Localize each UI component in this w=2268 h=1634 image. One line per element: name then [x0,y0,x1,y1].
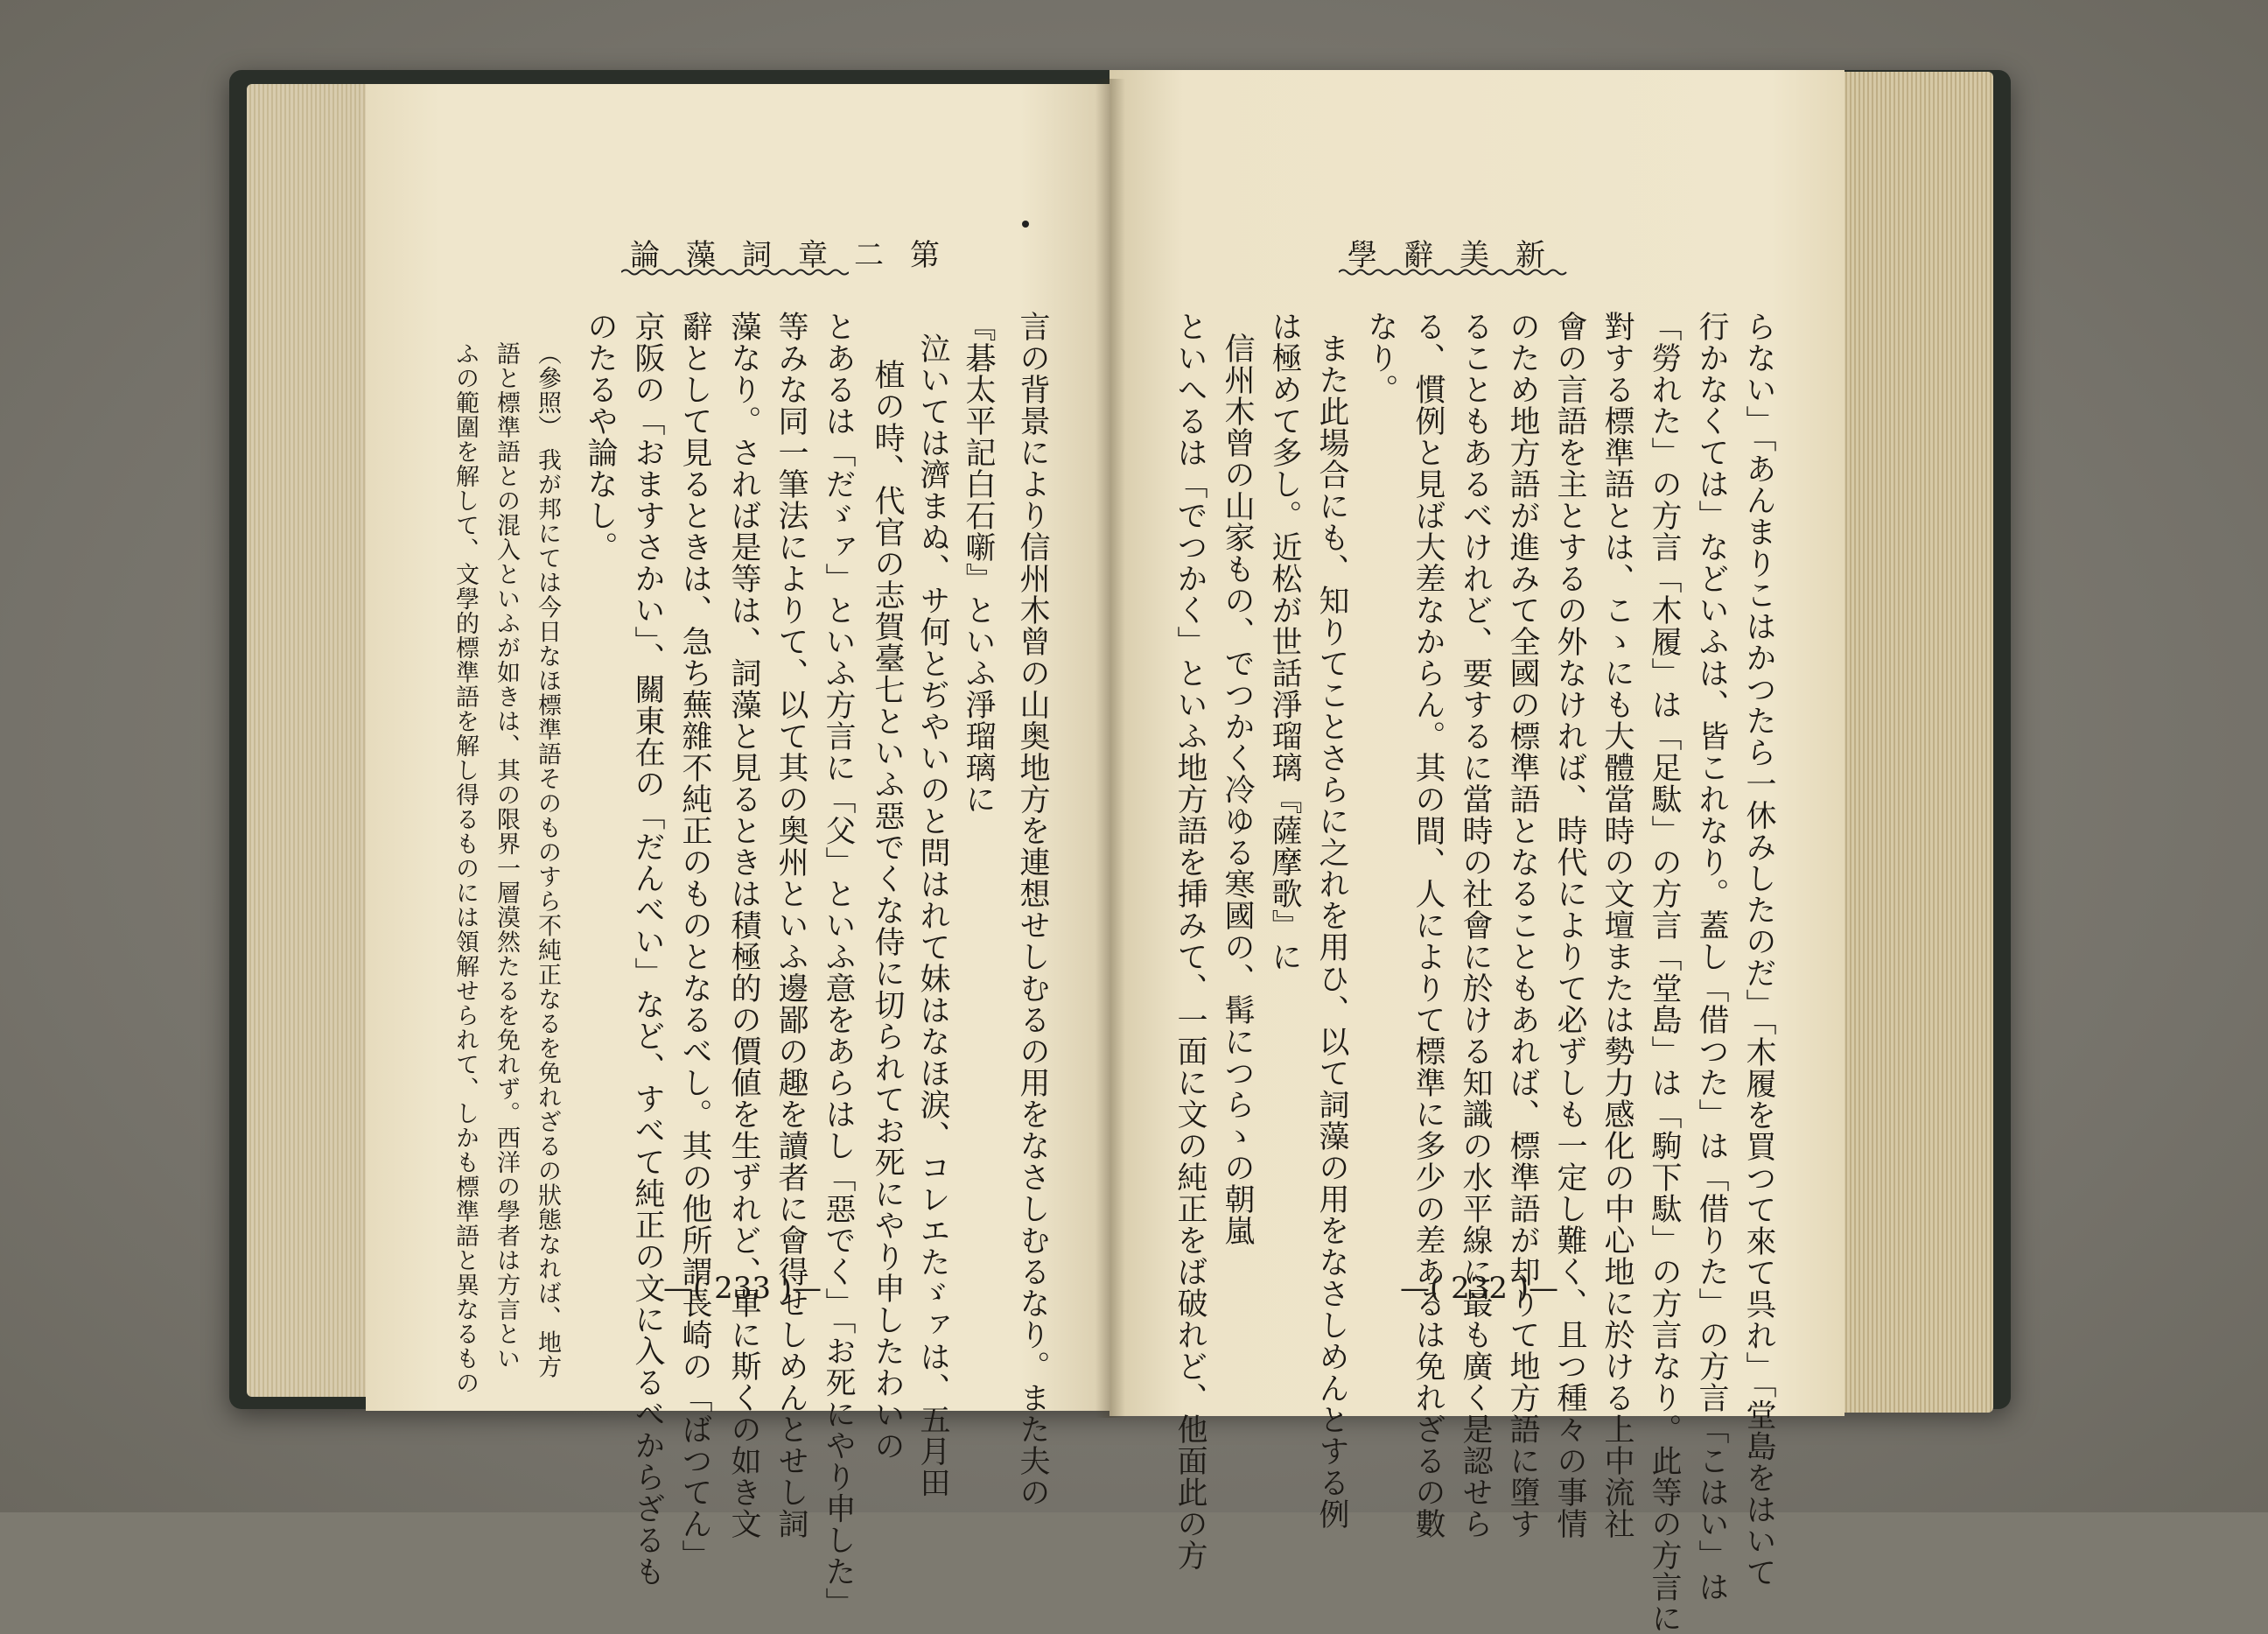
right-running-head: 學辭美新 [1348,238,1572,273]
left-note-column: ふの範圍を解して、文學的標準語を解し得るものには領解せられて、しかも標準語と異なるもの [452,341,479,1395]
right-text-column: 「勞れた」の方言「木履」は「足駄」の方言「堂島」は「駒下駄」の方言なり。此等の方言に [1647,311,1682,1634]
right-page-number: —( 232 )— [1400,1271,1559,1306]
left-head-wavy-rule [621,268,849,277]
page-mark-dot [1022,221,1029,228]
right-text-column: 行かなくては」などいふは、皆これなり。蓋し「借つた」は「借りた」の方言「こはい」は [1694,311,1729,1602]
left-page-stack [247,84,369,1397]
left-note-column: 語と標準語との混入といふが如きは、其の限界一層漠然たるを免れず。西洋の學者は方言とい [493,341,520,1371]
left-text-column: 辭として見るときは、急ち蕪雜不純正のものとなるべし。其の他所謂長崎の「ばつてん」 [677,311,712,1571]
right-text-column: 信州木曾の山家もの、でつかく冷ゆる寒國の、髯につらゝの朝嵐 [1220,333,1255,1246]
left-text-column: 言の背景により信州木曾の山奥地方を連想せしむるの用をなさしむるなり。また夫の [1015,311,1050,1508]
right-text-column: は極めて多し。近松が世話淨瑠璃『薩摩歌』に [1267,311,1302,972]
left-text-column: 京阪の「おますさかい」、關東在の「だんべい」など、すべて純正の文に入るべからざるも [630,311,665,1588]
book-gutter [1096,79,1125,1418]
left-text-column: 泣いては濟まぬ、サ何とぢやいのと問はれて妹はなほ涙、コレエたゞァは、五月田 [915,333,950,1498]
right-head-wavy-rule [1339,268,1571,277]
right-text-column: また此場合にも、知りてことさらに之れを用ひ、以て詞藻の用をなさしめんとする例 [1314,333,1349,1530]
left-text-column: 『碁太平記白石噺』といふ淨瑠璃に [961,311,996,815]
right-page-stack [1843,72,1993,1413]
right-text-column: らない」「あんまりこはかつたら一休みしたのだ」「木履を買つて來て呉れ」「堂島をはいて [1741,311,1776,1588]
right-text-column: ることもあるべけれど、要するに當時の社會に於ける知識の水平線に最も廣く是認せら [1458,311,1493,1539]
left-text-column: のたるや論なし。 [583,311,618,563]
right-text-column: といへるは「でつかく」といふ地方語を挿みて、一面に文の純正をば破れど、他面此の方 [1172,311,1208,1571]
left-text-column: 等みな同一筆法によりて、以て其の奥州といふ邊鄙の趣を讀者に會得せしめんとせし詞 [774,311,808,1539]
left-text-column: 藻なり。されば是等は、詞藻と見るときは積極的の價値を生ずれど、單に斯くの如き文 [726,311,761,1539]
left-running-head: 論藻詞章二第 [630,238,966,273]
right-text-column: る、慣例と見ば大差なからん。其の間、人によりて標準に多少の差あるは免れざるの數 [1410,311,1446,1539]
left-note-column: （參照） 我が邦にては今日なほ標準語そのものすら不純正なるを免れざるの狀態なれば、地方 [534,341,561,1379]
left-page-number: —( 233 )— [663,1271,822,1306]
right-text-column: 會の言語を主とするの外なければ、時代によりて必ずしも一定し難く、且つ種々の事情 [1552,311,1587,1539]
right-text-column: のため地方語が進みて全國の標準語となることもあれば、標準語が却りて地方語に墮す [1505,311,1540,1539]
left-text-column: とあるは「だゞァ」といふ方言に「父」といふ意をあらはし「惡でく」「お死にやり申した」 [821,311,856,1619]
right-text-column: 對する標準語とは、こゝにも大體當時の文壇または勢力感化の中心地に於ける上中流社 [1600,311,1634,1539]
right-text-column: なり。 [1363,311,1398,405]
left-text-column: 植の時、代官の志賀臺七といふ惡でくな侍に切られてお死にやり申したわいの [870,359,905,1462]
